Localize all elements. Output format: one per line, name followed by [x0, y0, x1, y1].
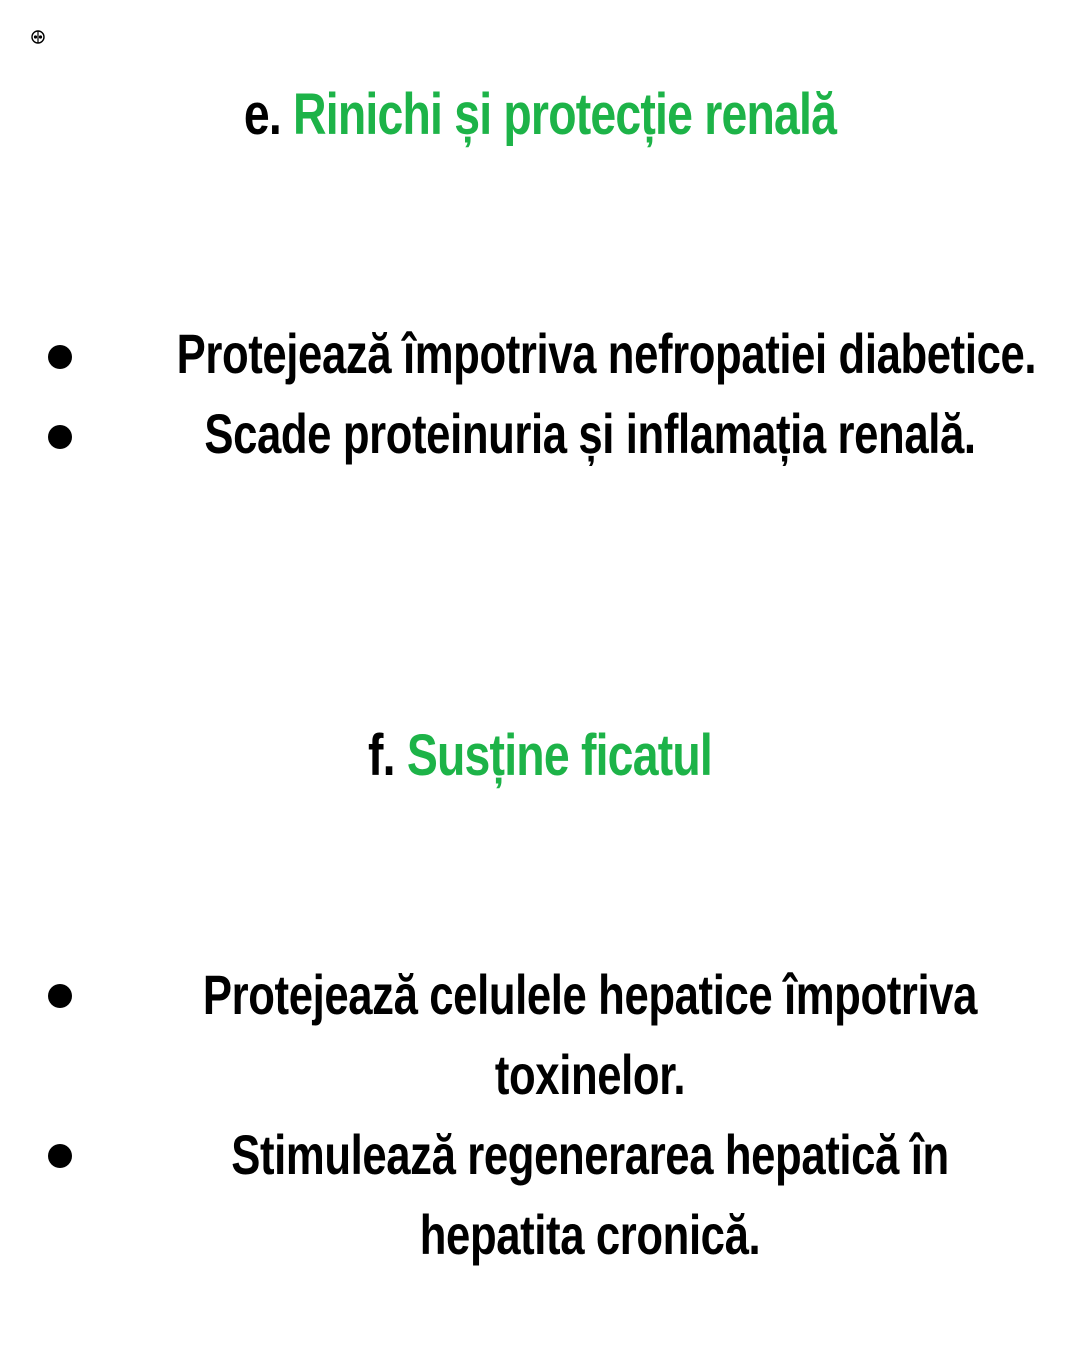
bullet-line: Protejează celulele hepatice împotriva: [202, 963, 978, 1026]
section-heading-liver: [108, 723, 972, 788]
brand-logo-icon: [31, 30, 45, 44]
bullet-dot: [48, 345, 72, 369]
bullet-text: [177, 394, 1004, 474]
bullet-text: [177, 955, 1004, 1115]
section-heading-kidneys: [108, 82, 972, 147]
bullet-line: Scade proteinuria și inflamația renală.: [204, 402, 976, 465]
section-title: Rinichi și protecție renală: [293, 82, 837, 147]
bullet-dot: [48, 984, 72, 1008]
bullet-dot: [48, 1144, 72, 1168]
bullet-line: toxinelor.: [494, 1043, 686, 1106]
bullet-line: Stimulează regenerarea hepatică în: [231, 1123, 949, 1186]
bullet-text: [176, 314, 1037, 394]
section-letter: f.: [368, 723, 395, 788]
bullet-dot: [48, 425, 72, 449]
section-letter: e.: [243, 82, 281, 147]
section-title: Susține ficatul: [406, 723, 712, 788]
bullet-text: [177, 1115, 1004, 1275]
bullet-line: Protejează împotriva nefropatiei diabetice.: [176, 322, 1037, 385]
bullet-line: hepatita cronică.: [419, 1203, 761, 1266]
